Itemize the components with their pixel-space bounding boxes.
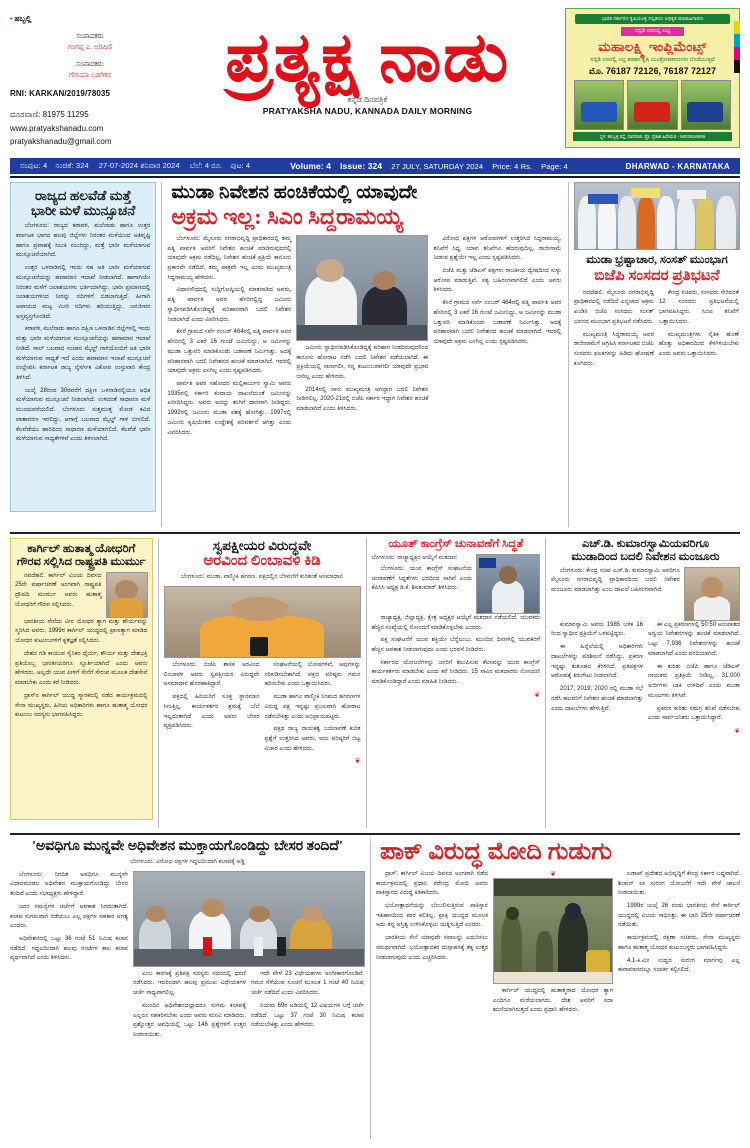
bjp-body-grid <box>574 289 740 373</box>
modi-para-7: ಕಾರ್ಯಕ್ರಮದಲ್ಲಿ ರಕ್ಷಣಾ ಸಚಿವರು, ಸೇನಾ ಮುಖ್ಯಸ್ಥರು ಹಾಗೂ ಹುತಾತ್ಮ ಯೋಧರ ಕುಟುಂಬಸ್ಥರು ಭಾಗವಹಿಸಿದ್ದರು. <box>618 935 740 951</box>
modi-col-2-text <box>493 987 613 1016</box>
column-left-2[interactable] <box>10 538 153 828</box>
content-band-top <box>10 182 740 527</box>
limbavali-body-grid <box>164 661 361 757</box>
session-para-7: ನಿಯಮ 69ರ ಅಡಿಯಲ್ಲಿ 12 ವಿಷಯಗಳ ಬಗ್ಗೆ ಚರ್ಚೆ ನಡೆದಿದೆ. ಒಟ್ಟು 37 ಗಂಟೆ 30 ನಿಮಿಷ ಕಲಾಪ ನಡೆಯಬೇಕಿತ್ತು ಎಂದು ಹೇಳಿದರು. <box>251 1002 364 1029</box>
info-kn-date: 27-07-2024 ಶನಿವಾರ 2024 <box>98 161 180 170</box>
hdk-col-1 <box>551 621 643 727</box>
modi-headline: ಪಾಕ್ ವಿರುದ್ಧ ಮೋದಿ ಗುಡುಗು <box>380 839 612 865</box>
kargil-para-3: ದೇಶದ ಗಡಿ ಕಾಯುವ ಸೈನಿಕರ ಧೈರ್ಯ, ಶೌರ್ಯ ಮತ್ತು ದೇಶಭಕ್ತಿ ಪ್ರತಿಯೊಬ್ಬ ಭಾರತೀಯರಿಗೂ ಸ್ಫೂರ್ತಿಯಾಗಿದೆ ಎಂದು ಅವರು ಹೇಳಿದರು. ಅಲ್ಲದೇ ಯುವ ಪೀಳಿಗೆ ಸೇನೆಗೆ ಸೇರುವ ಮೂಲಕ ದೇಶಸೇವೆ ಮಾಡಬೇಕು ಎಂದು ಕರೆ ನೀಡಿದರು. <box>15 650 148 687</box>
column-divider-5 <box>545 538 546 828</box>
end-leaf-icon-1: ❦ <box>354 758 361 766</box>
editor-name-1: ಗಂಗಪ್ಪ ಎ. ಅರಿಷಿಣಿ <box>67 44 113 52</box>
youth-body <box>372 614 541 688</box>
kargil-headline-l2: ಗೌರವ ಸಲ್ಲಿಸಿದ ರಾಷ್ಟ್ರಪತಿ ಮುರ್ಮು <box>16 555 146 568</box>
session-para-5: ಮುಂದಿನ ಅಧಿವೇಶನದಲ್ಲಾದರೂ ಸುಗಮ ಕಲಾಪಕ್ಕೆ ಎಲ್ಲರೂ ಸಹಕರಿಸಬೇಕು ಎಂದು ಅವರು ಮನವಿ ಮಾಡಿದರು. ಪ್ರಶ್ನೋತ್ತರ ಅವಧಿಯಲ್ಲಿ ಒಟ್ಟು 146 ಪ್ರಶ್ನೆಗಳಿಗೆ ಉತ್ತರ ನೀಡಲಾಯಿತು. <box>133 1002 246 1038</box>
tagline-kannada: ಕನ್ನಡ ದಿನಪತ್ರಿಕೆ <box>347 95 388 105</box>
bjp-kicker: ಮುಡಾ ಭ್ರಷ್ಟಾಚಾರ, ಸಂಸತ್ ಮುಂಭಾಗ <box>586 254 728 266</box>
session-para-2: ಜನರ ಸಮಸ್ಯೆಗಳ ಚರ್ಚೆಗೆ ಅವಕಾಶ ಸಿಗದಂತಾಗಿದೆ. ಕಲಾಪ ಸುಗಮವಾಗಿ ನಡೆಯಲು ಎಲ್ಲ ಪಕ್ಷಗಳ ಸಹಕಾರ ಅಗತ್ಯ ಎಂದರು. <box>10 903 128 930</box>
masthead-bullet-label: ಹಬ್ಬಲ್ಲಿ <box>14 14 32 23</box>
info-en-group <box>290 161 568 171</box>
hdk-headline: ಮುಡಾದಿಂದ ಬದಲಿ ನಿವೇಶನ ಮಂಜೂರು <box>571 550 720 563</box>
column-hdk[interactable] <box>551 538 740 828</box>
limbavali-headline: ಅರವಿಂದ ಲಿಂಬಾವಳಿ ಕಿಡಿ <box>203 553 321 570</box>
modi-col-1 <box>376 870 488 1019</box>
table-front <box>297 325 427 340</box>
column-divider-4 <box>366 538 367 828</box>
kargil-para-2: ಭಾರತೀಯ ಸೇನೆಯ ವೀರ ಯೋಧರ ತ್ಯಾಗ ಮತ್ತು ಶೌರ್ಯವನ್ನು ಸ್ಮರಿಸಿದ ಅವರು, 1999ರ ಕಾರ್ಗಿಲ್ ಯುದ್ಧದಲ್ಲಿ ಪ್ರಾಣತ್ಯಾಗ ಮಾಡಿದ ಯೋಧರ ಕುಟುಂಬಗಳಿಗೆ ಕೃತಜ್ಞತೆ ಸಲ್ಲಿಸಿದರು. <box>15 618 148 645</box>
limbavali-para-3: ಸಂಘಟನೆಯಲ್ಲಿ ಲೋಪಗಳಿವೆ, ಅವುಗಳನ್ನು ಸರಿಪಡಿಸಬೇಕಾಗಿದೆ. ಪಕ್ಷದ ವರಿಷ್ಠರು ಗಮನ ಹರಿಸಬೇಕು ಎಂದು ಒತ್ತಾಯಿಸಿದರು. <box>264 661 361 688</box>
photo-dk-shivakumar <box>476 554 540 614</box>
photo-arvind-limbavali <box>164 586 361 658</box>
weather-body <box>16 222 150 445</box>
muda-para-5: ಜಮೀನು ಸ್ವಾಧೀನಪಡಿಸಿಕೊಂಡಿದ್ದಕ್ಕೆ ಪರಿಹಾರ ನೀಡದಿರುವುದರಿಂದ ಕಾನೂನು ಹೋರಾಟ ನಡೆಸಿ ಬದಲಿ ನಿವೇಶನ ಪಡೆಯಲಾಗಿದೆ. ಈ ಪ್ರಕ್ರಿಯೆಯಲ್ಲಿ ನಾನಾಗಲೀ, ನನ್ನ ಕುಟುಂಬವಾಗಲೀ ಯಾವುದೇ ಪ್ರಭಾವ ಬೀರಿಲ್ಲ ಎಂದು ಹೇಳಿದರು. <box>296 344 429 381</box>
youth-para-4: ಸರ್ಕಾರದ ಯೋಜನೆಗಳನ್ನು ಜನರಿಗೆ ತಲುಪಿಸುವ ಕೆಲಸವನ್ನು ಯುವ ಕಾಂಗ್ರೆಸ್ ಕಾರ್ಯಕರ್ತರು ಮಾಡಬೇಕು ಎಂದು ಕರೆ ನೀಡಿದರು. 15 ಸಾವಿರ ಮತದಾರರು ನೋಂದಣಿ ಮಾಡಿಕೊಂಡಿದ್ದಾರೆ ಎಂದು ಮಾಹಿತಿ ನೀಡಿದರು. <box>371 659 540 686</box>
bjp-para-2: ಮುಖ್ಯಮಂತ್ರಿ ಸಿದ್ದರಾಮಯ್ಯ ಅವರ ರಾಜೀನಾಮೆಗೆ ಆಗ್ರಹಿಸಿ ಕರ್ನಾಟಕದ ಬಿಜೆಪಿ ಸಂಸದರು ಫಲಕಗಳನ್ನು ಹಿಡಿದು ಘೋಷಣೆ ಕೂಗಿದರು. <box>573 331 654 367</box>
session-deck: ಬೆಂಗಳೂರು: ವಿರೋಧ ಪಕ್ಷಗಳ ಗದ್ದಲದಿಂದಾಗಿ ಕಲಾಪಕ್ಕೆ ಅಡ್ಡಿ <box>130 858 245 865</box>
limbavali-col-2 <box>265 661 361 757</box>
kargil-para-1: ನವದೆಹಲಿ: ಕಾರ್ಗಿಲ್ ವಿಜಯ ದಿವಸದ 25ನೇ ವರ್ಷಾಚರಣೆ ಅಂಗವಾಗಿ ರಾಷ್ಟ್ರಪತಿ ದ್ರೌಪದಿ ಮುರ್ಮು ಅವರು ಹುತಾತ್ಮ ಯೋಧರಿಗೆ ಗೌರವ ಸಲ್ಲಿಸಿದರು. <box>15 572 102 608</box>
masthead-advertisement[interactable] <box>565 8 740 148</box>
photo-hd-kumaraswamy <box>684 567 740 621</box>
info-place: DHARWAD - KARNATAKA <box>625 161 730 171</box>
session-col-2 <box>133 871 365 1044</box>
masthead-divider <box>10 176 740 178</box>
band-divider-2 <box>10 833 740 835</box>
trailer-shape <box>687 102 723 122</box>
bjp-para-4: ಮುಖ್ಯಮಂತ್ರಿಗಳು ನೈತಿಕ ಹೊಣೆ ಹೊತ್ತು ಅಧಿಕಾರದಿಂದ ಕೆಳಗಿಳಿಯಬೇಕು ಎಂದು ಅವರು ಒತ್ತಾಯಿಸಿದರು. <box>658 331 739 357</box>
session-para-3: ಅಧಿವೇಶನದಲ್ಲಿ ಒಟ್ಟು 36 ಗಂಟೆ 51 ನಿಮಿಷ ಕಲಾಪ ನಡೆದಿದೆ. ಗದ್ದಲದಿಂದಾಗಿ ಹಲವು ಗಂಟೆಗಳ ಕಾಲ ಕಲಾಪ ವ್ಯರ್ಥವಾಗಿದೆ ಎಂದು ತಿಳಿಸಿದರು. <box>10 935 128 962</box>
column-divider-2 <box>568 182 569 527</box>
masthead-contact <box>10 108 170 148</box>
head-dkshi <box>373 271 396 290</box>
modi-col-2 <box>493 870 613 1019</box>
muda-col-3 <box>433 235 561 441</box>
info-kn-issue: ಸಂಚಿಕೆ: 324 <box>55 161 89 170</box>
youth-deck: ಬೆಂಗಳೂರು: ರಾಜ್ಯಾಧ್ಯಕ್ಷರ ಆಯ್ಕೆಗೆ ಮತದಾನ <box>371 554 457 561</box>
phone-line: ದೂರವಾಣಿ: 81975 11295 <box>10 110 89 120</box>
muda-para-3: ಕೆಸರೆ ಗ್ರಾಮದ ಸರ್ವೆ ನಂಬರ್ 464ರಲ್ಲಿ ಪತ್ನಿ ಪಾರ್ವತಿ ಅವರ ಹೆಸರಿನಲ್ಲಿ 3 ಎಕರೆ 16 ಗುಂಟೆ ಜಮೀನಿದ್ದು, ಆ ಜಮೀನನ್ನು ಮುಡಾ ಒತ್ತುವರಿ ಮಾಡಿಕೊಂಡು ಬಡಾವಣೆ ನಿರ್ಮಿಸಿತ್ತು. ಅದಕ್ಕೆ ಪರಿಹಾರವಾಗಿ ಬದಲಿ ನಿವೇಶನದ ಹಂಚಿಕೆ ಮಾಡಲಾಗಿದೆ. ಇದರಲ್ಲಿ ಯಾವುದೇ ಅಕ್ರಮ ಎಸಗಿಲ್ಲ ಎಂದು ಸ್ಪಷ್ಟಪಡಿಸಿದರು. <box>167 329 292 375</box>
weather-headline-line1: ರಾಜ್ಯದ ಹಲವೆಡೆ ಮತ್ತೆ <box>34 188 132 203</box>
muda-para-8: ಬಿಜೆಪಿ ಮತ್ತು ಜೆಡಿಎಸ್ ಪಕ್ಷಗಳು ರಾಜಕೀಯ ದ್ವೇಷದಿಂದ ಸುಳ್ಳು ಆರೋಪ ಮಾಡುತ್ತಿವೆ. ಸತ್ಯ ಬಹಿರಂಗವಾಗಲಿದೆ ಎಂದು ಅವರು ತಿಳಿಸಿದರು. <box>433 268 562 294</box>
column-session[interactable] <box>10 839 365 1139</box>
limbavali-kicker: ಸ್ವಪಕ್ಷೀಯರ ವಿರುದ್ಧವೇ <box>212 538 312 553</box>
masthead-editors <box>10 31 170 81</box>
modi-para-4: ಕಾರ್ಗಿಲ್ ಯುದ್ಧದಲ್ಲಿ ಹುತಾತ್ಮರಾದ ಯೋಧರ ತ್ಯಾಗ ಎಂದಿಗೂ ಮರೆಯಲಾಗದು. ದೇಶ ಅವರಿಗೆ ಸದಾ ಋಣಿಯಾಗಿರುತ್ತದೆ ಎಂದು ಪ್ರಧಾನಿ ಹೇಳಿದರು. <box>493 987 613 1014</box>
hdk-lead-text <box>551 567 680 621</box>
bjp-para-1: ನವದೆಹಲಿ: ಮೈಸೂರು ನಗರಾಭಿವೃದ್ಧಿ ಪ್ರಾಧಿಕಾರದಲ್ಲಿ ನಡೆದಿದೆ ಎನ್ನಲಾದ ಅಕ್ರಮ ಖಂಡಿಸಿ ಬಿಜೆಪಿ ಸಂಸದರು ಸಂಸತ್ ಭವನದ ಮುಂಭಾಗ ಪ್ರತಿಭಟನೆ ನಡೆಸಿದರು. <box>573 289 654 325</box>
ad-phone-label: ಮೊ. <box>588 66 604 76</box>
tagline-english: PRATYAKSHA NADU, KANNADA DAILY MORNING <box>262 106 473 117</box>
hdk-para-1: ಬೆಂಗಳೂರು: ಕೇಂದ್ರ ಸಚಿವ ಎಚ್.ಡಿ. ಕುಮಾರಸ್ವಾಮಿ ಅವರಿಗೂ ಮೈಸೂರು ನಗರಾಭಿವೃದ್ಧಿ ಪ್ರಾಧಿಕಾರದಿಂದ ಬದಲಿ ನಿವೇಶನ ಮಂಜೂರು ಮಾಡಲಾಗಿತ್ತು ಎಂಬ ದಾಖಲೆ ಬಹಿರಂಗವಾಗಿದೆ. <box>551 567 680 594</box>
limbavali-para-2: ಪಕ್ಷದಲ್ಲಿ ಹಿರಿಯರಿಗೆ ಸೂಕ್ತ ಸ್ಥಾನಮಾನ ಸಿಗುತ್ತಿಲ್ಲ. ಕಾರ್ಯಕರ್ತರ ಶ್ರಮಕ್ಕೆ ಬೆಲೆ ಇಲ್ಲದಂತಾಗಿದೆ ಎಂದು ಅವರು ಬೇಸರ ವ್ಯಕ್ತಪಡಿಸಿದರು. <box>163 694 260 730</box>
editor-title-1: ಸಂಪಾದಕರು <box>76 33 104 41</box>
email-link[interactable]: pratyakshanadu@gmail.com <box>10 136 112 146</box>
muda-col-2 <box>296 235 428 441</box>
info-date: 27 JULY, SATURDAY 2024 <box>391 162 484 171</box>
plough-shape <box>581 102 617 122</box>
masthead-logo-area <box>170 8 565 116</box>
limbavali-para-1: ಬೆಂಗಳೂರು: ಬಿಜೆಪಿ ಶಾಸಕ ಅರವಿಂದ ಲಿಂಬಾವಳಿ ಅವರು ಸ್ವಪಕ್ಷೀಯರ ವಿರುದ್ಧವೇ ಅಸಮಾಧಾನ ಹೊರಹಾಕಿದ್ದಾರೆ. <box>163 661 260 688</box>
modi-para-5: ಲಡಾಖ್ ಪ್ರದೇಶದ ಅಭಿವೃದ್ಧಿಗೆ ಕೇಂದ್ರ ಸರ್ಕಾರ ಬದ್ಧವಾಗಿದೆ. ಶಿಂಕುನ್ ಲಾ ಸುರಂಗ ಯೋಜನೆಗೆ ಇದೇ ವೇಳೆ ಚಾಲನೆ ನೀಡಲಾಯಿತು. <box>618 870 740 897</box>
info-price: Price: 4 Rs. <box>492 162 533 171</box>
masthead <box>10 8 740 156</box>
column-limbavali[interactable] <box>164 538 361 828</box>
hdk-para-7: ಪ್ರಕರಣ ಕುರಿತು ಸಮಗ್ರ ತನಿಖೆ ನಡೆಸಬೇಕು ಎಂದು ಸಾರ್ವಜನಿಕರು ಒತ್ತಾಯಿಸಿದ್ದಾರೆ. <box>648 705 740 722</box>
muda-kicker: ಮುಡಾ ನಿವೇಶನ ಹಂಚಿಕೆಯಲ್ಲಿ ಯಾವುದೇ <box>171 182 418 203</box>
kargil-headline-l1: ಕಾರ್ಗಿಲ್ ಹುತಾತ್ಮ ಯೋಧರಿಗೆ <box>27 543 136 555</box>
masthead-bullet-line <box>10 14 170 25</box>
muda-headline: ಅಕ್ರಮ ಇಲ್ಲ: ಸಿಎಂ ಸಿದ್ದರಾಮಯ್ಯ <box>171 204 403 230</box>
session-col-1 <box>10 871 128 1044</box>
content-band-middle <box>10 538 740 828</box>
newspaper-logo: ಪ್ರತ್ಯಕ್ಷ ನಾಡು <box>225 19 510 95</box>
bjp-headline: ಬಿಜೆಪಿ ಸಂಸದರ ಪ್ರತಿಭಟನೆ <box>594 267 720 284</box>
youth-lead-text <box>372 554 473 614</box>
photo-modi-kargil <box>493 878 613 984</box>
column-youth-congress[interactable] <box>372 538 541 828</box>
muda-col-1 <box>167 235 291 441</box>
kargil-lead <box>15 572 148 618</box>
info-volume: Volume: 4 <box>290 161 332 171</box>
muda-para-1-dup: ಕೆಸರೆ ಗ್ರಾಮದ ಸರ್ವೆ ನಂಬರ್ 464ರಲ್ಲಿ ಪತ್ನಿ ಪಾರ್ವತಿ ಅವರ ಹೆಸರಿನಲ್ಲಿ 3 ಎಕರೆ 16 ಗುಂಟೆ ಜಮೀನಿದ್ದು, ಆ ಜಮೀನನ್ನು ಮುಡಾ ಒತ್ತುವರಿ ಮಾಡಿಕೊಂಡು ಬಡಾವಣೆ ನಿರ್ಮಿಸಿತ್ತು. ಅದಕ್ಕೆ ಪರಿಹಾರವಾಗಿ ಬದಲಿ ನಿವೇಶನದ ಹಂಚಿಕೆ ಮಾಡಲಾಗಿದೆ. ಇದರಲ್ಲಿ ಯಾವುದೇ ಅಕ್ರಮ ಎಸಗಿಲ್ಲ ಎಂದು ಸ್ಪಷ್ಟಪಡಿಸಿದರು. <box>433 300 562 346</box>
column-modi[interactable] <box>376 839 740 1139</box>
ad-image-trailer <box>681 80 731 130</box>
ad-phone <box>569 66 736 77</box>
ad-subtitle: ಸಬ್ಸಿಡಿ ದರದಲ್ಲಿ ಎಲ್ಲ ತರಹದ ಕೃಷಿ ಯಂತ್ರೋಪಕರಣಗಳು ದೊರೆಯುತ್ತವೆ <box>590 57 715 63</box>
ad-phone-numbers: 76187 72126, 76187 72127 <box>605 66 716 76</box>
session-body-grid <box>10 871 365 1044</box>
color-registration-strip <box>734 21 740 73</box>
muda-para-6: 2014ರಲ್ಲಿ ನಾನು ಮುಖ್ಯಮಂತ್ರಿ ಆಗಿದ್ದಾಗ ಬದಲಿ ನಿವೇಶನ ನೀಡಿರಲಿಲ್ಲ. 2020-21ರಲ್ಲಿ ಬಿಜೆಪಿ ಸರ್ಕಾರ ಇದ್ದಾಗ ನಿವೇಶನ ಹಂಚಿಕೆ ಮಾಡಲಾಗಿದೆ ಎಂದು ತಿಳಿಸಿದರು. <box>296 386 429 413</box>
session-para-1: ಬೆಂಗಳೂರು: ನಿಗದಿತ ಅವಧಿಗೂ ಮುನ್ನವೇ ವಿಧಾನಮಂಡಲ ಅಧಿವೇಶನ ಮುಕ್ತಾಯಗೊಂಡಿದ್ದು ಬೇಸರ ತಂದಿದೆ ಎಂದು ಸಭಾಧ್ಯಕ್ಷರು ಹೇಳಿದ್ದಾರೆ. <box>10 871 128 898</box>
rni-number: RNI: KARKAN/2019/78035 <box>10 88 111 98</box>
weather-story[interactable] <box>10 182 156 512</box>
hdk-lead <box>551 567 740 621</box>
youth-lead <box>372 554 541 614</box>
hdk-col-2 <box>648 621 740 727</box>
masthead-left-info <box>10 8 170 148</box>
info-kn-price: ಬೆಲೆ: 4 ರೂ. <box>189 161 223 170</box>
muda-para-7: ವಿರೋಧ ಪಕ್ಷಗಳ ಆರೋಪಗಳಿಗೆ ಉತ್ತರಿಸಿದ ಸಿದ್ದರಾಮಯ್ಯ, ತನಿಖೆಗೆ ಸಿದ್ಧ, ಯಾವ ತನಿಖೆಗೂ ಹೆದರುವುದಿಲ್ಲ. ರಾಜೀನಾಮೆ ನೀಡುವ ಪ್ರಶ್ನೆಯೇ ಇಲ್ಲ ಎಂದು ಸ್ಪಷ್ಟಪಡಿಸಿದರು. <box>433 235 562 262</box>
modi-para-8: 4.1-ಕಿ.ಮೀ ಉದ್ದದ ಸುರಂಗ ಮಾರ್ಗವು ಎಲ್ಲ ಹವಾಮಾನದಲ್ಲೂ ಸಂಪರ್ಕ ಕಲ್ಪಿಸಲಿದೆ. <box>618 957 740 974</box>
session-col-2a <box>133 970 246 1044</box>
weather-headline-line2: ಭಾರೀ ಮಳೆ ಮುನ್ಸೂಚನೆ <box>31 203 136 219</box>
limbavali-para-4: ಮುಡಾ ಹಾಗೂ ವಾಲ್ಮೀಕಿ ನಿಗಮದ ಹಗರಣಗಳ ವಿರುದ್ಧ ಪಕ್ಷ ಇನ್ನಷ್ಟು ಪ್ರಬಲವಾಗಿ ಹೋರಾಟ ನಡೆಸಬೇಕಿತ್ತು ಎಂದು ಅಭಿಪ್ರಾಯಪಟ್ಟರು. <box>264 694 361 720</box>
weather-para-3: ಕರಾವಳಿ, ಮಲೆನಾಡು ಹಾಗೂ ದಕ್ಷಿಣ ಒಳನಾಡಿನ ಜಿಲ್ಲೆಗಳಲ್ಲಿ ಇಂದು ಮತ್ತು ಭಾರೀ ಮಳೆಯಾಗುವ ಮುನ್ಸೂಚನೆಯನ್ನು ಹವಾಮಾನ ಇಲಾಖೆ ನೀಡಿದೆ. ಸಾಲ್ ಬಲವಾದ ಸಂಚಾರ ಮೈಲ್ಡ್ ಗಾಳಿಯೊಂದಿಗೆ ಅತಿ ಭಾರೀ ಮಳೆಯಾಗುವ ಸಾಧ್ಯತೆ ಇದೆ ಎಂದು ಹವಾಮಾನ ಇಲಾಖೆ ಮುನ್ಸೂಚನೆ ಉಲ್ಲೇಖಿಸಿ ಕರ್ನಾಟಕ ರಾಜ್ಯ ನೈಸರ್ಗಿಕ ವಿಕೋಪ ಉಸ್ತುವಾರಿ ಕೇಂದ್ರ ತಿಳಿಸಿದೆ. <box>16 326 151 381</box>
hdk-para-4: 2017, 2019, 2020 ರಲ್ಲಿ ಮುಡಾ ಸಭೆ ನಡೆಸಿ ಹಲವರಿಗೆ ನಿವೇಶನ ಹಂಚಿಕೆ ಮಾಡಲಾಗಿತ್ತು ಎಂದು ದಾಖಲೆಗಳು ಹೇಳುತ್ತಿವೆ. <box>551 686 643 712</box>
session-para-6: ಇದೇ ವೇಳೆ 23 ವಿಧೇಯಕಗಳು ಅಂಗೀಕಾರಗೊಂಡಿವೆ. ಗಮನ ಸೆಳೆಯುವ ಸೂಚನೆ ಮೂಲಕ 1 ಗಂಟೆ 40 ನಿಮಿಷ ಚರ್ಚೆ ನಡೆದಿದೆ ಎಂದು ವಿವರಿಸಿದರು. <box>251 970 364 997</box>
info-page: Page: 4 <box>541 162 568 171</box>
modi-body-grid <box>376 870 740 1019</box>
ad-inner <box>569 12 736 144</box>
modi-para-3: ಭಾರತೀಯ ಸೇನೆ ಯಾವುದೇ ಸವಾಲನ್ನು ಎದುರಿಸಲು ಸಮರ್ಥವಾಗಿದೆ. ಭಯೋತ್ಪಾದಕರ ದುಸ್ಸಾಹಸಕ್ಕೆ ತಕ್ಕ ಉತ್ತರ ನೀಡಲಾಗುವುದು ಎಂದು ಎಚ್ಚರಿಸಿದರು. <box>376 935 488 961</box>
weather-para-2: ಉತ್ತರ ಒಳನಾಡಿನಲ್ಲಿ ಇಂದು ಸಹ ಅತಿ ಭಾರೀ ಮಳೆಯಾಗುವ ಮುನ್ಸೂಚನೆಯನ್ನು ಹವಾಮಾನ ಇಲಾಖೆ ನೀಡಲಾಗಿದೆ. ಹಾಗಾಗಿಯೇ ನಿರಂತರ ಮಳೆಗೆ ಜಲಾಶಯಗಳು ಭರ್ತಿಯಾಗಿದ್ದು, ಭಾರೀ ಪ್ರಮಾಣದಲ್ಲಿ ಜಲಾಶಯಗಳಿಂದ ನೀರನ್ನು ನದಿಗಳಿಗೆ ಬಿಡಲಾಗುತ್ತಿದೆ. ಹೀಗಾಗಿ ಅಪಾಯದ ಮಟ್ಟ ಮೀರಿ ನದಿಗಳು ಹರಿಯುತ್ತಿದ್ದು, ಜನಜೀವನ ಅಸ್ತವ್ಯಸ್ತಗೊಂಡಿದೆ. <box>16 265 151 320</box>
website-link[interactable]: www.pratyakshanadu.com <box>10 123 104 133</box>
modi-para-2: ಭಯೋತ್ಪಾದನೆಯನ್ನು ಬೆಂಬಲಿಸುತ್ತಿರುವ ಪಾಕಿಸ್ತಾನ ಇತಿಹಾಸದಿಂದ ಪಾಠ ಕಲಿತಿಲ್ಲ. ಪ್ರಾಕ್ಸಿ ಯುದ್ಧದ ಮೂಲಕ ಅದು ತನ್ನ ಅಸ್ತಿತ್ವ ಉಳಿಸಿಕೊಳ್ಳಲು ಯತ್ನಿಸುತ್ತಿದೆ ಎಂದರು. <box>376 903 488 929</box>
weather-para-4: ಜುಲೈ 28ರಿಂದ 30ರವರೆಗೆ ದಕ್ಷಿಣ ಒಳನಾಡಿನಲ್ಲಿಯೂ ಅಧಿಕ ಮಳೆಯಾಗುವ ಮುನ್ಸೂಚನೆ ನೀಡಲಾಗಿದೆ. ಉಳಿದಂತೆ ಸಾಧಾರಣ ಮಳೆ ಮುಂದುವರೆಯಲಿದೆ. ಬೆಂಗಳೂರು ಸುತ್ತಮುತ್ತ ಮೋಡ ಕವಿದ ವಾತಾವರಣ ಇರಲಿದ್ದು, ಆಗಾಗ್ಗೆ ಬಲವಾದ ಮೈಲ್ಡ್ ಗಾಳಿ ಬೀಸಲಿದೆ. ಕೆಲವೆಡೆಯು ಹಾರಿದಿಂದ ಸಾಧಾರಣ ಮಳೆಯಾಗಲಿದೆ. ಕೆಲವೆಡೆ ಭಾರೀ ಮಳೆಯಾಗುವ ಸಾಧ್ಯತೆಗಳಿವೆ ಎಂದು ತಿಳಿಸಲಾಗಿದೆ. <box>16 387 151 443</box>
editor-title-2: ಸಂಪಾದಕರು <box>76 60 104 68</box>
kargil-para-4: ದ್ರಾಸ್‌ನ ಕಾರ್ಗಿಲ್ ಯುದ್ಧ ಸ್ಮಾರಕದಲ್ಲಿ ನಡೆದ ಕಾರ್ಯಕ್ರಮದಲ್ಲಿ ಸೇನಾ ಮುಖ್ಯಸ್ಥರು, ಹಿರಿಯ ಅಧಿಕಾರಿಗಳು ಹಾಗೂ ಹುತಾತ್ಮ ಯೋಧರ ಕುಟುಂಬ ಸದಸ್ಯರು ಭಾಗವಹಿಸಿದ್ದರು. <box>15 692 148 719</box>
youth-headline: ಯೂತ್ ಕಾಂಗ್ರೆಸ್ ಚುನಾವಣೆಗೆ ಸಿದ್ಧತೆ <box>388 538 524 550</box>
hdk-kicker: ಎಚ್.ಡಿ. ಕುಮಾರಸ್ವಾಮಿಯವರಿಗೂ <box>581 538 710 550</box>
hdk-para-5: ಈ ಎಲ್ಲ ಪ್ರಕರಣಗಳಲ್ಲಿ 50:50 ಅನುಪಾತದ ಅನ್ವಯ ನಿವೇಶನಗಳನ್ನು ಹಂಚಿಕೆ ಮಾಡಲಾಗಿದೆ. ಒಟ್ಟು 7,936 ನಿವೇಶನಗಳನ್ನು ಹಂಚಿಕೆ ಮಾಡಲಾಗಿದೆ ಎಂದು ವರದಿಯಾಗಿದೆ. <box>648 621 740 657</box>
muda-para-2: ವಿಧಾನಸೌಧದಲ್ಲಿ ಸುದ್ದಿಗೋಷ್ಠಿಯಲ್ಲಿ ಮಾತನಾಡಿದ ಅವರು, ಪತ್ನಿ ಪಾರ್ವತಿ ಅವರ ಹೆಸರಿನಲ್ಲಿದ್ದ ಜಮೀನು ಸ್ವಾಧೀನಪಡಿಸಿಕೊಂಡಿದ್ದಕ್ಕೆ ಪರಿಹಾರವಾಗಿ ಬದಲಿ ನಿವೇಶನ ನೀಡಲಾಗಿದೆ ಎಂದು ವಿವರಿಸಿದರು. <box>167 287 292 323</box>
column-center[interactable] <box>167 182 563 527</box>
session-col-2b <box>251 970 364 1044</box>
youth-para-1: ಬೆಂಗಳೂರು: ಯುವ ಕಾಂಗ್ರೆಸ್ ಸಂಘಟನೆಯ ಚುನಾವಣೆಗೆ ಸಿದ್ಧತೆಗಳು ಭರದಿಂದ ಸಾಗಿವೆ ಎಂದು ಕೆಪಿಸಿಸಿ ಅಧ್ಯಕ್ಷ ಡಿ.ಕೆ. ಶಿವಕುಮಾರ್ ತಿಳಿಸಿದರು. <box>371 565 472 592</box>
ad-image-rotavator <box>627 80 677 130</box>
ad-title: ಮಹಾಲಕ್ಷ್ಮಿ ಇಂಪ್ಲಿಮೆಂಟ್ಸ್ <box>598 39 707 54</box>
rotavator-shape <box>634 102 670 122</box>
kargil-president-story[interactable] <box>10 538 153 820</box>
hdk-body-grid <box>551 621 740 727</box>
editor-name-2: ಗೌಸಿಯಾ ಬಡಗಿಕರ <box>69 71 111 79</box>
modi-para-1: ದ್ರಾಸ್: ಕಾರ್ಗಿಲ್ ವಿಜಯ ದಿವಸದ ಅಂಗವಾಗಿ ನಡೆದ ಕಾರ್ಯಕ್ರಮದಲ್ಲಿ ಪ್ರಧಾನಿ ನರೇಂದ್ರ ಮೋದಿ ಅವರು ಪಾಕಿಸ್ತಾನದ ವಿರುದ್ಧ ಕಿಡಿಕಾರಿದರು. <box>376 870 488 897</box>
head-cm <box>316 259 345 282</box>
kargil-lead-text <box>15 572 102 618</box>
info-kn-volume: ಸಂಪುಟ: 4 <box>20 161 48 170</box>
ad-product-images <box>569 77 736 132</box>
issue-info-bar <box>10 158 740 174</box>
limbavali-deck: ಬೆಂಗಳೂರು: ಮುಡಾ, ವಾಲ್ಮೀಕಿ ಹಗರಣ, ಪಕ್ಷದಲ್ಲಿನ ಬೆಳವಣಿಗೆ ಕುರಿತಂತೆ ಅಸಮಾಧಾನ <box>181 573 343 580</box>
column-divider-6 <box>370 839 371 1139</box>
photo-bjp-mps-protest <box>574 182 740 250</box>
leaf-icon-modi: ❦ <box>550 870 556 878</box>
ad-image-plough <box>574 80 624 130</box>
muda-col-2-text <box>296 344 428 415</box>
ad-ribbon: ಸಬ್ಸಿಡಿ ದರದಲ್ಲಿ ಲಭ್ಯ <box>621 27 685 36</box>
ad-bottom-line: ಸ್ಥಳ: ಹುಬ್ಬಳ್ಳಿ ರಸ್ತೆ, ಧಾರವಾಡ. ಪ್ರೊ: ಪ್ರಕಾಶ ಹಿರೇಮಠ - 9833616999 <box>573 132 732 141</box>
muda-para-4: ಪಾರ್ವತಿ ಅವರ ಸಹೋದರ ಮಲ್ಲಿಕಾರ್ಜುನ ಸ್ವಾಮಿ ಅವರು 1935ರಲ್ಲಿ ಸರ್ಕಾರಿ ಕಂದಾಯ ದಾಖಲೆಯಂತೆ ಜಮೀನನ್ನು ಖರೀದಿಸಿದ್ದರು. ಅವರು ಅದನ್ನು ತಂಗಿಗೆ ದಾನವಾಗಿ ನೀಡಿದ್ದರು. 1992ರಲ್ಲಿ ಜಮೀನು ಮುಡಾ ವಶಕ್ಕೆ ಹೋಗಿತ್ತು. 1997ರಲ್ಲಿ ಜಮೀನು ಕೃಷಿಯೇತರ ಉದ್ದೇಶಕ್ಕೆ ಪರಿವರ್ತನೆ ಆಗಿತ್ತು ಎಂದು ವಿವರಿಸಿದರು. <box>167 380 292 436</box>
ad-top-line: ಭಾರತ ಸರ್ಕಾರದ ಕೃಷಿಯಂತ್ರ ಸಬ್ಸಿಡಿಯ ಅಧಿಕೃತ ಮಾರಾಟಗಾರರು <box>575 14 730 24</box>
bjp-col-2 <box>659 289 739 373</box>
youth-para-2: ರಾಜ್ಯಾಧ್ಯಕ್ಷ, ಜಿಲ್ಲಾಧ್ಯಕ್ಷ, ಕ್ಷೇತ್ರ ಅಧ್ಯಕ್ಷರ ಆಯ್ಕೆಗೆ ಮತದಾನ ನಡೆಯಲಿದೆ. ಯುವಕರು ಹೆಚ್ಚಿನ ಸಂಖ್ಯೆಯಲ್ಲಿ ನೋಂದಣಿ ಮಾಡಿಕೊಳ್ಳಬೇಕು ಎಂದರು. <box>371 614 540 631</box>
limbavali-para-5: ಪಕ್ಷದ ರಾಜ್ಯ ನಾಯಕತ್ವ ಬದಲಾವಣೆ ಕುರಿತ ಪ್ರಶ್ನೆಗೆ ಉತ್ತರಿಸಿದ ಅವರು, ಅದು ವರಿಷ್ಠರಿಗೆ ಬಿಟ್ಟ ವಿಚಾರ ಎಂದು ಹೇಳಿದರು. <box>264 726 361 752</box>
column-left <box>10 182 156 527</box>
end-leaf-icon-2: ❦ <box>534 691 540 699</box>
band-divider-1 <box>10 532 740 534</box>
modi-para-6: 1999ರ ಜುಲೈ 26 ರಂದು ಭಾರತೀಯ ಸೇನೆ ಕಾರ್ಗಿಲ್ ಯುದ್ಧದಲ್ಲಿ ವಿಜಯ ಸಾಧಿಸಿತ್ತು. ಈ ಬಾರಿ 25ನೇ ವರ್ಷಾಚರಣೆ ನಡೆಯಿತು. <box>618 903 740 929</box>
bullet-icon: • <box>10 16 13 23</box>
session-headline: 'ಅವಧಿಗೂ ಮುನ್ನವೇ ಅಧಿವೇಶನ ಮುಕ್ತಾಯಗೊಂಡಿದ್ದು ಬೇಸರ ತಂದಿದೆ' <box>32 839 343 854</box>
bjp-col-1 <box>574 289 654 373</box>
youth-para-3: ಪಕ್ಷ ಸಂಘಟನೆಗೆ ಯುವ ಶಕ್ತಿಯೇ ಬೆನ್ನೆಲುಬು. ಮುಂದಿನ ದಿನಗಳಲ್ಲಿ ಯುವಕರಿಗೆ ಹೆಚ್ಚಿನ ಅವಕಾಶ ನೀಡಲಾಗುವುದು ಎಂದು ಭರವಸೆ ನೀಡಿದರು. <box>371 637 540 654</box>
hdk-para-2: ಕುಮಾರಸ್ವಾಮಿ ಅವರು 1985 ಬಳಿಕ 16 ರಿಂದ ಸ್ವಾಧೀನ ಪ್ರಕ್ರಿಯೆಗೆ ಒಳಪಟ್ಟಿದ್ದರು. <box>551 621 643 638</box>
content-band-bottom <box>10 839 740 1139</box>
column-divider-1 <box>161 182 162 527</box>
muda-para-1: ಬೆಂಗಳೂರು: ಮೈಸೂರು ನಗರಾಭಿವೃದ್ಧಿ ಪ್ರಾಧಿಕಾರದಲ್ಲಿ ತಮ್ಮ ಪತ್ನಿ ಪಾರ್ವತಿ ಅವರಿಗೆ ನಿವೇಶನ ಹಂಚಿಕೆ ಮಾಡಿರುವುದರಲ್ಲಿ ಯಾವುದೇ ಅಕ್ರಮ ನಡೆದಿಲ್ಲ, ನಿವೇಶನ ಹಂಚಿಕೆ ಪ್ರಕ್ರಿಯೆ ಕಾನೂನು ಪ್ರಕಾರವೇ ನಡೆದಿದೆ, ತಮ್ಮ ಪಾತ್ರವೇ ಇಲ್ಲ ಎಂದು ಮುಖ್ಯಮಂತ್ರಿ ಸಿದ್ದರಾಮಯ್ಯ ಹೇಳಿದರು. <box>167 235 292 281</box>
session-para-4: ಎಂಬ ಕಾರಣಕ್ಕೆ ಪ್ರತಿಪಕ್ಷ ಸದಸ್ಯರು ಸದನದಲ್ಲಿ ಧರಣಿ ನಡೆಸಿದರು. ಇದರಿಂದಾಗಿ ಹಲವು ಪ್ರಮುಖ ವಿಧೇಯಕಗಳ ಚರ್ಚೆ ಸಾಧ್ಯವಾಗಲಿಲ್ಲ. <box>133 970 246 997</box>
photo-legislature-press-meet <box>133 871 365 967</box>
modi-col-3 <box>618 870 740 1019</box>
info-issue: Issue: 324 <box>340 161 383 171</box>
hdk-para-6: ಈ ಕುರಿತು ಬಿಜೆಪಿ ಹಾಗೂ ಜೆಡಿಎಸ್ ನಾಯಕರು ಪ್ರತಿಕ್ರಿಯೆ ನೀಡಿಲ್ಲ. 31,000 ಅರ್ಜಿಗಳು ಬಾಕಿ ಉಳಿದಿವೆ ಎಂದು ಮುಡಾ ಮೂಲಗಳು ತಿಳಿಸಿವೆ. <box>648 663 740 699</box>
column-right[interactable] <box>574 182 740 527</box>
muda-body-grid <box>167 235 563 441</box>
kargil-body <box>15 618 148 721</box>
photo-president-murmu <box>106 572 148 618</box>
limbavali-col-1 <box>164 661 260 757</box>
bjp-para-3: ಕೇಂದ್ರ ಸಚಿವರು, ಸಂಸದರು ಸೇರಿದಂತೆ 12 ಸಂಸದರು ಪ್ರತಿಭಟನೆಯಲ್ಲಿ ಭಾಗವಹಿಸಿದ್ದರು. ಸಿಬಿಐ ತನಿಖೆಗೆ ಒತ್ತಾಯಿಸಿದರು. <box>658 289 739 325</box>
end-leaf-icon-3: ❦ <box>734 727 740 735</box>
weather-para-1: ಬೆಂಗಳೂರು: ರಾಜ್ಯದ ಕರಾವಳಿ, ಮಲೆನಾಡು ಹಾಗೂ ಉತ್ತರ ಕರ್ನಾಟಕ ಭಾಗದ ಹಲವು ಜಿಲ್ಲೆಗಳು ನಿರಂತರ ಮಳೆಯಿಂದ ಅತಿವೃಷ್ಟಿ ಹಾಗೂ ಪ್ರವಾಹಕ್ಕೆ ಸಿಲುಕಿ ನಲುಗಿದ್ದು, ಮತ್ತೆ ಭಾರೀ ಮಳೆಯಾಗುವ ಮುನ್ಸೂಚನೆಯಾಗಿದೆ. <box>16 223 151 259</box>
photo-siddaramaiah-press-meet <box>296 235 428 341</box>
info-kn-page: ಪುಟ: 4 <box>230 161 251 170</box>
hdk-para-3: ಈ ಹಿನ್ನೆಲೆಯಲ್ಲಿ ಅಧಿಕಾರಿಗಳು ದಾಖಲೆಗಳನ್ನು ಪರಿಶೀಲನೆ ನಡೆಸಿದ್ದು, ಪ್ರಕರಣ ಇನ್ನಷ್ಟು ಕುತೂಹಲ ಕೆರಳಿಸಿದೆ. ಪ್ರತಿಪಕ್ಷಗಳ ಆರೋಪಕ್ಕೆ ತಿರುಗೇಟು ನೀಡಲಾಗಿದೆ. <box>551 644 643 680</box>
session-subcols <box>133 970 365 1044</box>
column-divider-3 <box>158 538 159 828</box>
